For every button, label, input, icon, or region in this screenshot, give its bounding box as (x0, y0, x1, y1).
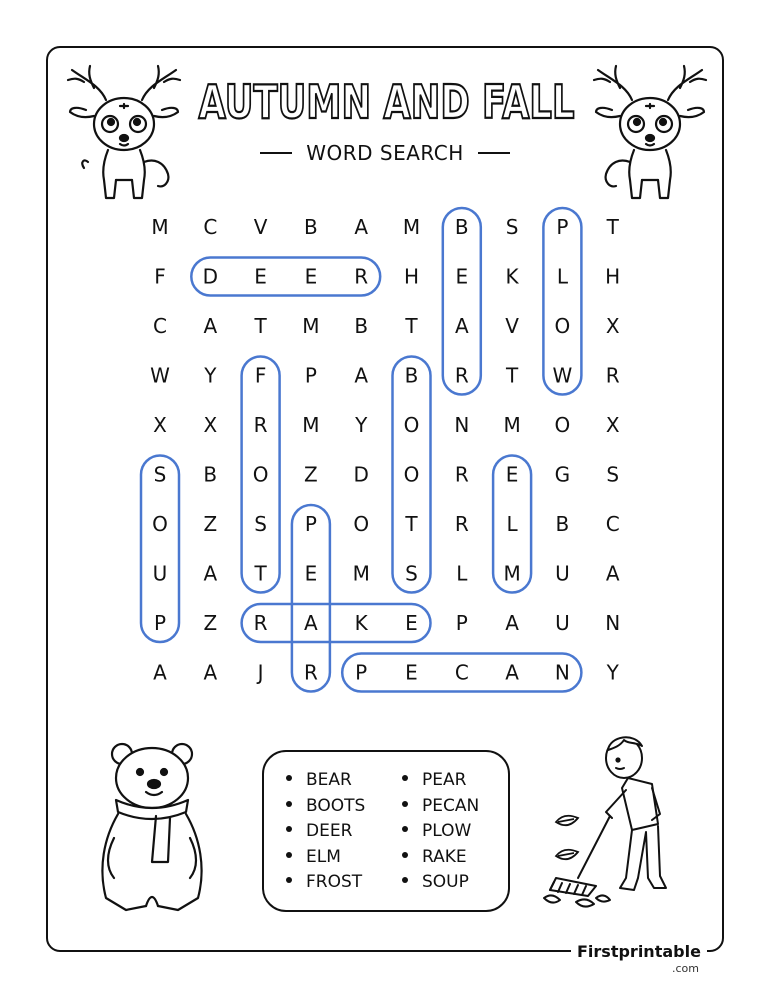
grid-letter: T (405, 314, 418, 338)
word-list-item: SOUP (402, 870, 479, 896)
grid-letter: B (354, 314, 369, 338)
grid-letter: S (405, 561, 418, 586)
grid-letter: T (606, 215, 619, 239)
grid-letter: R (253, 413, 268, 437)
grid-letter: P (455, 611, 468, 635)
word-list-item: PEAR (402, 768, 479, 794)
grid-letter: S (254, 512, 267, 536)
found-word-highlight-rake (242, 604, 431, 642)
grid-letter: B (304, 215, 318, 239)
grid-letter: O (252, 462, 269, 487)
word-list-column-1 (286, 768, 365, 896)
grid-letter: O (403, 413, 420, 437)
grid-letter: X (605, 314, 620, 338)
grid-letter: T (505, 363, 519, 388)
grid-letter: M (352, 561, 370, 586)
grid-letter: A (153, 660, 167, 685)
grid-letter: E (405, 611, 418, 635)
grid-letter: W (150, 363, 170, 388)
grid-letter: R (303, 660, 318, 685)
grid-letter: T (254, 314, 267, 338)
grid-letter: E (254, 264, 267, 289)
grid-letter: R (354, 264, 369, 289)
grid-letter: K (354, 611, 368, 635)
grid-letter: A (505, 660, 519, 685)
grid-letter: B (404, 363, 419, 388)
grid-letter: C (605, 512, 620, 536)
grid-letter: M (302, 314, 320, 338)
grid-letter: L (456, 561, 468, 586)
grid-letter: S (153, 462, 167, 487)
grid-letter: M (151, 215, 169, 239)
grid-letter: H (605, 264, 621, 289)
word-list-column-2 (402, 768, 479, 896)
found-word-highlight-deer (191, 258, 380, 296)
grid-letter: R (454, 363, 469, 388)
grid-letter: O (353, 512, 370, 536)
grid-letter: X (153, 413, 167, 437)
word-list-item: RAKE (402, 845, 479, 871)
leaf-icon (554, 846, 580, 864)
word-list (262, 750, 510, 912)
grid-letter: Z (203, 512, 218, 536)
grid-letter: T (405, 512, 418, 536)
grid-letter: T (254, 561, 267, 586)
grid-letter: V (505, 314, 519, 338)
grid-letter: D (202, 264, 219, 289)
grid-letter: U (152, 561, 168, 586)
grid-letter: U (555, 561, 570, 586)
grid-letter: F (154, 264, 166, 289)
grid-letter: A (203, 561, 218, 586)
deer-illustration-left (64, 62, 184, 207)
grid-letter: O (554, 314, 571, 338)
grid-letter: B (454, 215, 469, 239)
grid-letter: C (203, 215, 218, 239)
grid-letter: Z (304, 462, 318, 487)
grid-letter: C (454, 660, 469, 685)
grid-letter: A (605, 561, 620, 586)
grid-letter: Y (606, 660, 619, 685)
grid-letter: P (153, 611, 167, 635)
grid-letter: A (505, 611, 519, 635)
grid-letter: B (555, 512, 570, 536)
grid-letter: Y (355, 413, 368, 437)
grid-letter: Y (204, 363, 217, 388)
word-list-item: PECAN (402, 794, 479, 820)
deer-illustration-right (590, 62, 710, 207)
grid-letter: P (304, 363, 317, 388)
grid-letter: R (454, 462, 469, 487)
grid-letter: R (605, 363, 620, 388)
word-list-item: FROST (286, 870, 365, 896)
grid-letter: R (454, 512, 469, 536)
grid-letter: M (503, 413, 521, 437)
grid-letter: N (554, 660, 570, 685)
grid-letter: P (556, 215, 569, 239)
grid-letter: S (606, 462, 620, 487)
grid-letter: A (454, 314, 469, 338)
grid-letter: E (304, 264, 318, 289)
brand-logo: Firstprintable (571, 942, 707, 961)
brand-suffix: .com (672, 962, 699, 975)
grid-letter: X (605, 413, 620, 437)
grid-letter: F (254, 363, 267, 388)
grid-letter: W (552, 363, 573, 388)
grid-letter: A (203, 660, 218, 685)
word-list-item: PLOW (402, 819, 479, 845)
word-list-item: ELM (286, 845, 365, 871)
letter-layer (150, 215, 620, 685)
grid-letter: O (403, 462, 420, 487)
grid-letter: A (354, 363, 369, 388)
grid-letter: Z (203, 611, 218, 635)
grid-letter: L (506, 512, 518, 536)
grid-letter: C (153, 314, 167, 338)
word-list-item: DEER (286, 819, 365, 845)
leaf-icon (554, 812, 580, 830)
grid-letter: O (152, 512, 168, 536)
grid-letter: L (556, 264, 568, 289)
grid-letter: M (503, 561, 521, 586)
grid-letter: A (354, 215, 369, 239)
grid-letter: X (203, 413, 218, 437)
grid-letter: M (402, 215, 421, 239)
grid-letter: N (454, 413, 470, 437)
grid-letter: M (302, 413, 320, 437)
word-list-item: BOOTS (286, 794, 365, 820)
grid-letter: G (554, 462, 571, 487)
grid-letter: E (405, 660, 418, 685)
title-text: AUTUMN AND FALL (198, 75, 575, 129)
grid-letter: P (355, 660, 368, 685)
grid-letter: B (203, 462, 218, 487)
grid-letter: S (505, 215, 519, 239)
grid-letter: K (505, 264, 519, 289)
subtitle: WORD SEARCH (306, 141, 464, 165)
grid-letter: A (203, 314, 218, 338)
bear-illustration (92, 738, 212, 918)
grid-letter: N (605, 611, 621, 635)
grid-letter: E (304, 561, 318, 586)
grid-letter: U (555, 611, 570, 635)
grid-letter: D (353, 462, 369, 487)
grid-letter: E (455, 264, 469, 289)
grid-letter: R (253, 611, 268, 635)
grid-letter: V (253, 215, 268, 239)
grid-letter: H (403, 264, 420, 289)
grid-letter: O (554, 413, 571, 437)
word-list-item: BEAR (286, 768, 365, 794)
grid-letter: E (505, 462, 519, 487)
grid-letter: A (304, 611, 318, 635)
grid-letter: P (304, 512, 317, 536)
grid-letter: J (257, 660, 264, 685)
